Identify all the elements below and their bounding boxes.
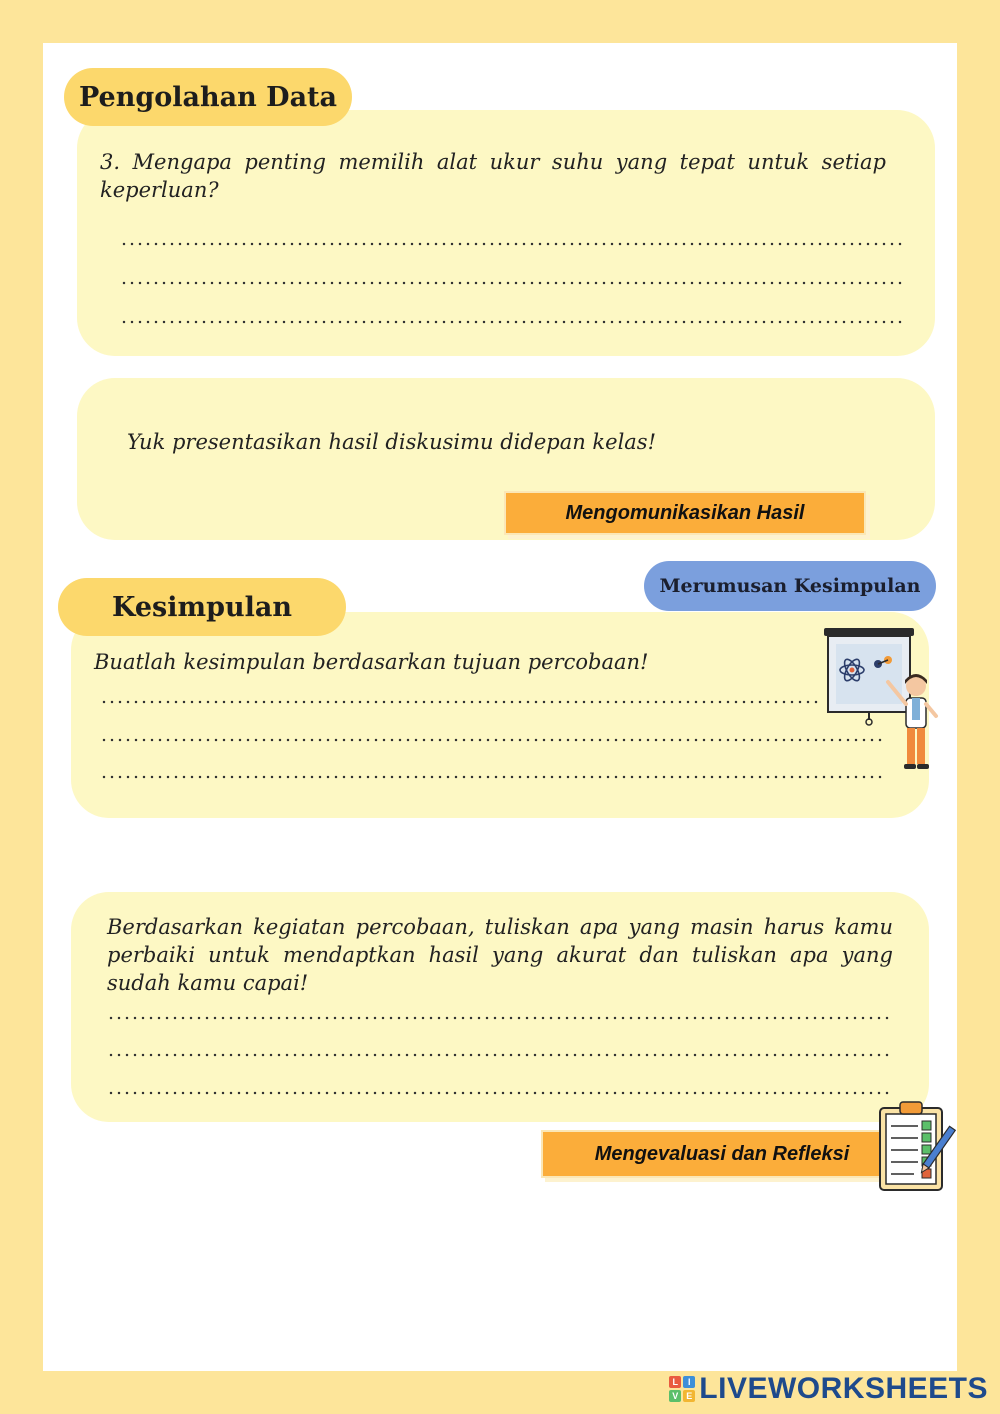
- refleksi-line-2: [107, 1053, 893, 1057]
- logo-letter: V: [669, 1390, 681, 1402]
- answer-line-3: [120, 320, 906, 324]
- kesimpulan-panel: [71, 612, 929, 818]
- kesimpulan-line-2: [100, 738, 886, 742]
- kesimpulan-line-1: [100, 700, 820, 704]
- logo-letter: I: [683, 1376, 695, 1388]
- mengevaluasi-refleksi-label: Mengevaluasi dan Refleksi: [541, 1130, 903, 1178]
- logo-letter: E: [683, 1390, 695, 1402]
- kesimpulan-question: Buatlah kesimpulan berdasarkan tujuan percobaan!: [94, 650, 649, 674]
- logo-letter: L: [669, 1376, 681, 1388]
- pengolahan-question: 3. Mengapa penting memilih alat ukur suhu yang tepat untuk setiap keperluan?: [100, 150, 886, 202]
- presentasi-text: Yuk presentasikan hasil diskusimu didepan kelas!: [127, 430, 657, 454]
- liveworksheets-logo-icon: [669, 1376, 695, 1402]
- merumusan-kesimpulan-badge: Merumusan Kesimpulan: [644, 561, 936, 611]
- liveworksheets-text: LIVEWORKSHEETS: [699, 1372, 988, 1405]
- answer-line-1: [120, 242, 906, 246]
- liveworksheets-brand[interactable]: [669, 1372, 988, 1406]
- refleksi-question: Berdasarkan kegiatan percobaan, tuliskan apa yang masin harus kamu perbaiki untuk mendaptkan hasil yang akurat dan tuliskan apa yang sudah kamu capai!: [107, 915, 893, 995]
- refleksi-line-1: [107, 1016, 893, 1020]
- presentation-board-icon: [818, 620, 948, 780]
- refleksi-line-3: [107, 1091, 893, 1095]
- mengomunikasikan-hasil-label: Mengomunikasikan Hasil: [504, 491, 866, 535]
- kesimpulan-title: Kesimpulan: [58, 578, 346, 636]
- pengolahan-title: Pengolahan Data: [64, 68, 352, 126]
- checklist-clipboard-icon: [876, 1098, 966, 1194]
- answer-line-2: [120, 281, 906, 285]
- kesimpulan-line-3: [100, 775, 886, 779]
